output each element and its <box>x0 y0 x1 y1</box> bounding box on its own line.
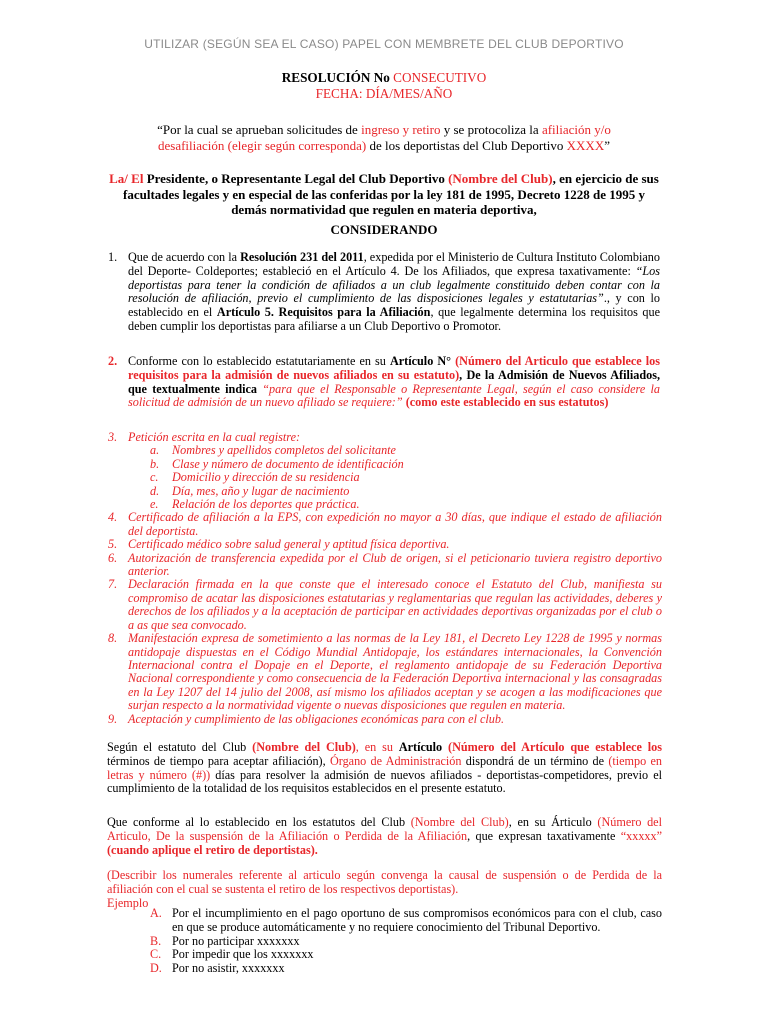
item-text: Clase y número de documento de identificación <box>172 456 404 471</box>
list-item <box>108 550 662 579</box>
list-item <box>128 471 662 484</box>
para2-text-7: (cuando aplique el retiro de deportistas). <box>107 842 318 857</box>
item-text: Día, mes, año y lugar de nacimiento <box>172 483 350 498</box>
para2-text-1: Que conforme al lo establecido en los estatutos del Club <box>107 815 411 829</box>
item-number: 1. <box>108 250 118 264</box>
item-letter: e. <box>150 497 159 512</box>
item2-text-2: Artículo N° <box>389 354 452 368</box>
item-text: Petición escrita en la cual registre: <box>128 430 301 444</box>
list-item <box>108 711 662 726</box>
para2-text-5: , que expresan taxativamente <box>467 828 621 843</box>
item2-text-4: , De la Admisión de Nuevos Afiliados, que textualmente indica <box>128 367 661 396</box>
intro-text-3: (Nombre del Club) <box>448 171 553 186</box>
list-item <box>108 537 662 552</box>
considerando-item-2 <box>108 354 661 410</box>
item-text: Autorización de transferencia expedida por el Club de origen, si el peticionario tuviera registro deportivo anterior. <box>128 550 662 579</box>
list-item <box>128 444 662 457</box>
list-item <box>108 510 662 538</box>
item-text: Nombres y apellidos completos del solicitante <box>172 443 396 458</box>
item-letter: D. <box>150 961 162 976</box>
para1-text-4: Artículo <box>398 740 443 754</box>
requirements-list <box>108 430 662 726</box>
para1-text-5: (Número del Artículo que establece los <box>442 740 663 754</box>
list-item <box>108 430 662 444</box>
subject-text-4: afiliación y/o desafiliación (elegir según corresponda) <box>157 122 611 153</box>
item1-text-5: ., y con lo establecido en el <box>128 291 661 320</box>
intro-text-4: , en ejercicio de sus facultades legales y en especial de las conferidas por la ley 181 de 1995, Decreto 1228 de 1995 y demás normatividad que regulen en materia deportiva, <box>123 171 659 217</box>
item-number: 4. <box>108 510 118 525</box>
item-text: Certificado de afiliación a la EPS, con expedición no mayor a 30 días, que indique el estado de afiliación del deportista. <box>128 510 662 538</box>
resolution-number: CONSECUTIVO <box>393 70 487 85</box>
list-item <box>150 947 662 962</box>
subject-text-6: XXXX <box>566 137 605 153</box>
para2-text-3: , en su Árticulo <box>508 815 598 829</box>
item-text: Relación de los deportes que práctica. <box>172 497 360 512</box>
withdrawal-paragraph <box>107 816 662 857</box>
item-letter: b. <box>150 456 160 471</box>
item2-text-3: (Número del Articulo que establece los requisitos para la admisión de nuevos afiliados en su estatuto) <box>128 354 661 382</box>
subject-text-5: de los deportistas del Club Deportivo <box>366 137 567 153</box>
item-text: Por no participar xxxxxxx <box>172 933 300 948</box>
subject-text-7: ” <box>604 137 610 153</box>
item-text: Por impedir que los xxxxxxx <box>172 947 314 962</box>
item-number: 2. <box>108 354 118 368</box>
para1-text-7: Órgano de Administración <box>329 753 462 768</box>
item2-text-1: Conforme con lo establecido estatutariamente en su <box>128 354 390 368</box>
example-label: Ejemplo <box>107 895 149 910</box>
considerando-item-1 <box>108 250 661 334</box>
list-item <box>128 485 662 498</box>
item-number: 7. <box>108 577 118 592</box>
para2-text-2: (Nombre del Club) <box>410 815 509 829</box>
subject-text-3: y se protocoliza la <box>440 122 542 137</box>
item2-text-5: “para que el Responsable o Representante Legal, según el caso considere la solicitud de admisión de un nuevo afiliado se requiere:” <box>128 381 660 410</box>
list-item <box>150 906 662 935</box>
item-text: Declaración firmada en la que conste que el interesado conoce el Estatuto del Club, manifiesta su compromiso de acatar las disposiciones estatutarias y reglamentarias que regulan las actividades, deberes y derechos de los afiliados y a la aceptación de participar en actividades deportivas organizadas por el club o a as que sea convocado. <box>128 577 662 632</box>
item1-text-6: Artículo 5. Requisitos para la Afiliación <box>216 305 431 320</box>
considerando-heading: CONSIDERANDO <box>330 222 438 237</box>
item1-text-3: , expedida por el Ministerio de Cultura Instituto Colombiano del Deporte- Coldeportes; estableció en el Artículo 4. De los Afiliados, que expresa taxativamente: <box>128 250 660 278</box>
para1-text-2: (Nombre del Club) <box>252 740 356 754</box>
resolution-date: FECHA: DÍA/MES/AÑO <box>315 86 453 101</box>
list-item <box>128 458 662 471</box>
item-text: Certificado médico sobre salud general y aptitud física deportiva. <box>128 537 450 552</box>
letterhead-note: UTILIZAR (SEGÚN SEA EL CASO) PAPEL CON MEMBRETE DEL CLUB DEPORTIVO <box>144 37 624 51</box>
item-letter: d. <box>150 483 160 498</box>
list-item <box>150 961 662 976</box>
para2-text-4: (Número del Articulo, De la suspensión de la Afiliación o Perdida de la Afiliación <box>107 815 662 843</box>
resolution-subject <box>130 122 638 153</box>
item1-text-2: Resolución 231 del 2011 <box>240 250 364 264</box>
list-item <box>128 498 662 511</box>
intro-paragraph <box>104 171 664 218</box>
example-list <box>150 906 662 976</box>
item-letter: A. <box>150 906 162 920</box>
item-letter: a. <box>150 443 160 458</box>
item1-text-1: Que de acuerdo con la <box>128 250 241 264</box>
intro-text-1: La/ El <box>109 171 144 186</box>
list-item <box>108 631 662 713</box>
list-item <box>108 577 662 632</box>
item2-text-6: (como este establecido en sus estatutos) <box>402 395 609 410</box>
item-text: Aceptación y cumplimiento de las obligaciones económicas para con el club. <box>128 711 505 726</box>
item-letter: B. <box>150 933 162 948</box>
item-number: 3. <box>108 430 118 444</box>
item1-text-4: “Los deportistas para tener la condición de afiliados a un club legalmente constituido deben contar con la resolución de afiliación, previo el cumplimiento de las disposiciones legales y estatutarias” <box>128 263 660 306</box>
para2-text-6: “xxxxx” <box>620 828 663 843</box>
instructions-text: (Describir los numerales referente al articulo según convenga la causal de suspensión o de Perdida de la afiliación con el cual se sustenta el retiro de los respectivos deportistas). <box>107 868 662 896</box>
subject-text-1: “Por la cual se aprueban solicitudes de <box>157 122 362 137</box>
resolution-label: RESOLUCIÓN No <box>281 70 394 85</box>
instructions-paragraph <box>107 869 662 910</box>
para1-text-3: , en su <box>355 740 399 754</box>
item-text: Por no asistir, xxxxxxx <box>172 961 285 976</box>
item-letter: c. <box>150 470 159 485</box>
subject-text-2: ingreso y retiro <box>361 122 441 137</box>
item-number: 9. <box>108 711 118 726</box>
para1-text-9: (tiempo en letras y número (#)) <box>107 753 662 782</box>
item-text: Domicilio y dirección de su residencia <box>172 470 360 485</box>
item-text: Manifestación expresa de sometimiento a las normas de la Ley 181, el Decreto Ley 1228 de 1995 y normas antidopaje dispuestas en el Código Mundial Antidopaje, los estándares internacionales, la Convención Internacional contra el Dopaje en el Deporte, el reglamento antidopaje de su Federación Deportiva Nacional correspondiente y como consecuencia de la Federación Deportiva internacional y las consagradas en la Ley 1207 del 14 julio del 2008, así mismo los afiliados aceptan y se acogen a las modificaciones que surjan respecto a la normatividad vigente o nuevas disposiciones que regulen en materia. <box>128 631 662 713</box>
item-number: 6. <box>108 550 118 565</box>
terms-paragraph <box>107 741 662 796</box>
resolution-title <box>0 70 768 102</box>
intro-text-2: Presidente, o Representante Legal del Club Deportivo <box>143 171 449 186</box>
item-number: 5. <box>108 537 118 552</box>
list-item <box>150 933 662 949</box>
para1-text-8: dispondrá de un término de <box>461 753 609 768</box>
para1-text-10: días para resolver la admisión de nuevos afiliados - deportistas-competidores, previo el cumplimiento de la totalidad de los requisitos establecidos en el presente estatuto. <box>107 767 662 796</box>
para1-text-1: Según el estatuto del Club <box>107 740 253 754</box>
para1-text-6: términos de tiempo para aceptar afiliación), <box>107 753 330 768</box>
item-text: Por el incumplimiento en el pago oportuno de sus compromisos económicos para con el club, caso en que se produce automáticamente y no requiere conocimiento del Tribunal Deportivo. <box>172 906 662 934</box>
item1-text-7: , que legalmente determina los requisitos que deben cumplir los deportistas para afiliarse a un Club Deportivo o Promotor. <box>128 305 661 333</box>
item-number: 8. <box>108 631 118 646</box>
item-letter: C. <box>150 947 162 962</box>
